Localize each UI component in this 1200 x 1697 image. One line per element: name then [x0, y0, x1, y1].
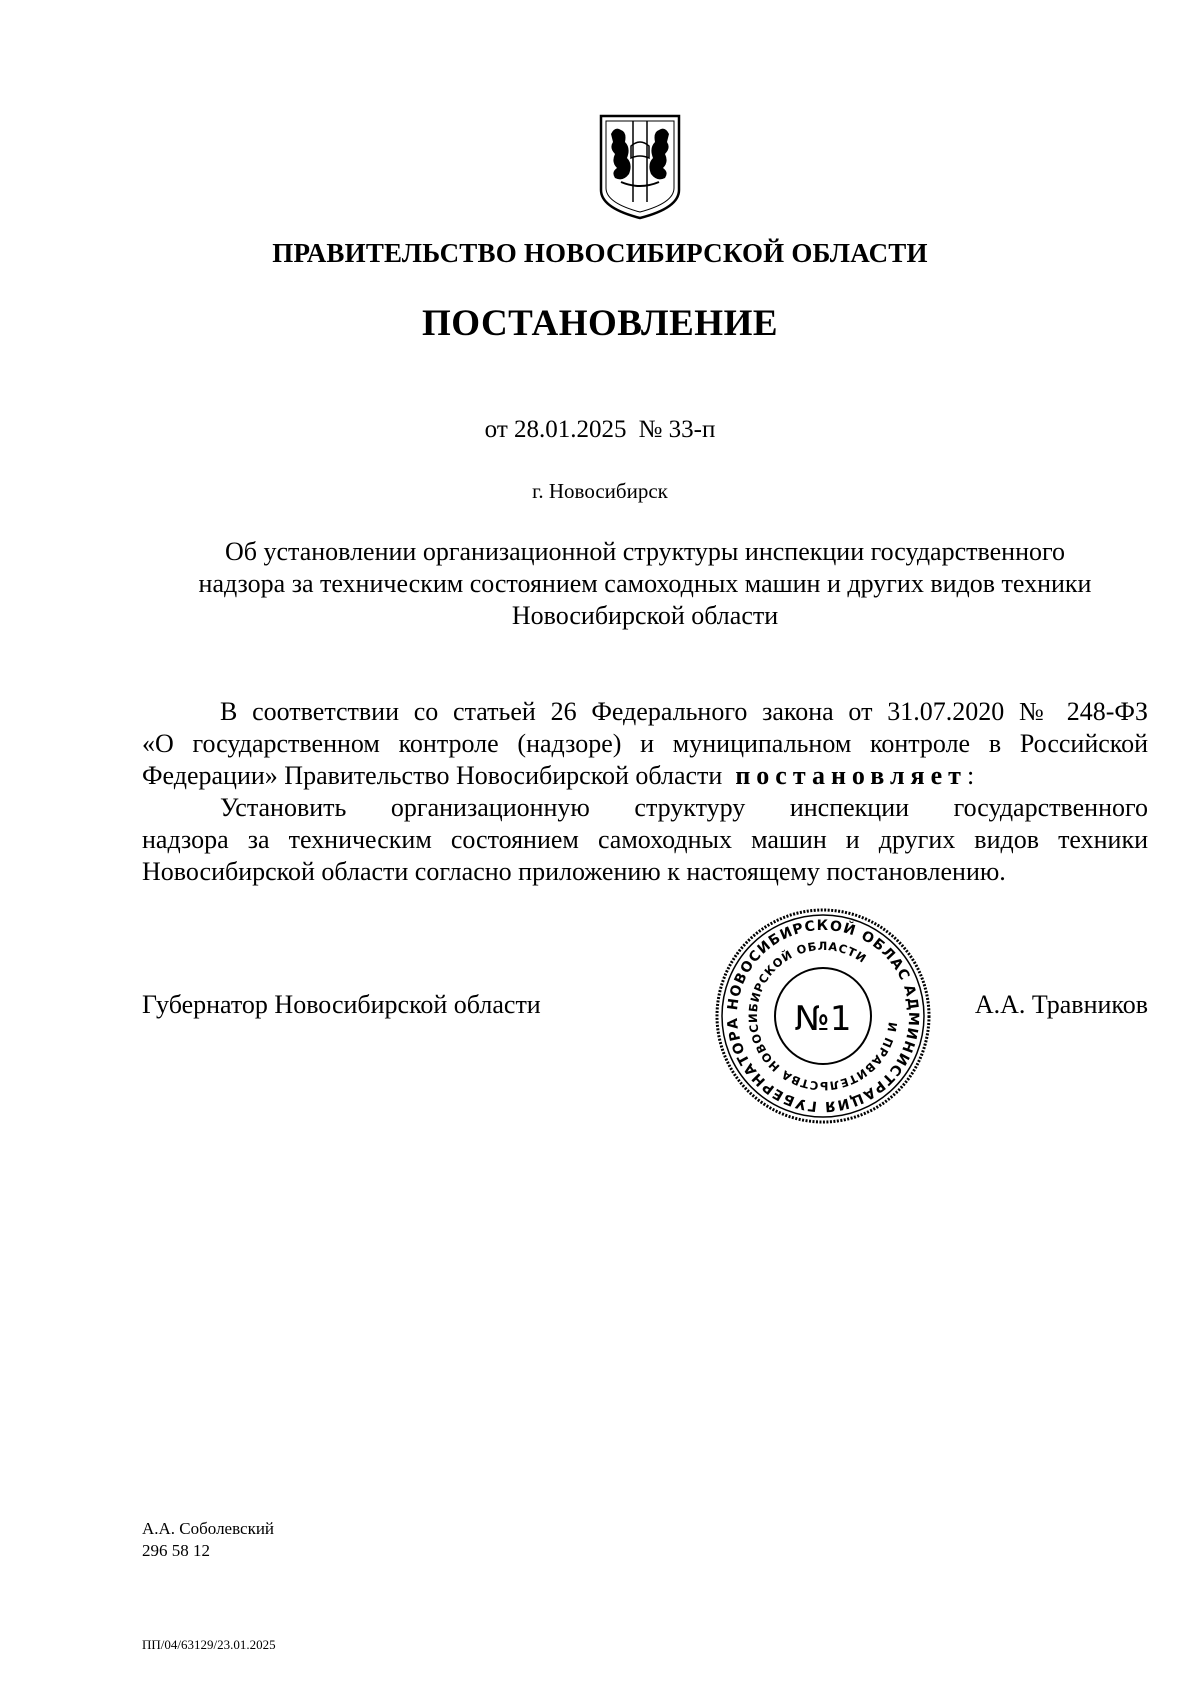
seal-center-number: №1	[794, 999, 852, 1039]
document-date: от 28.01.2025	[484, 416, 627, 443]
document-number: № 33-п	[638, 416, 716, 443]
coat-of-arms-emblem	[597, 112, 683, 220]
executor-block	[142, 1518, 274, 1562]
body-paragraph-1	[142, 696, 1148, 792]
body-line	[142, 760, 1148, 792]
signatory-position: Губернатор Новосибирской области	[142, 990, 541, 1019]
seal-inner-text: И ПРАВИТЕЛЬСТВА НОВОСИБИРСКОЙ ОБЛАСТИ	[745, 938, 900, 1094]
body-line-text: Федерации» Правительство Новосибирской области	[142, 761, 723, 790]
body-line: Установить организационную структуру инспекции государственного	[220, 793, 1148, 822]
signatory-name: А.А. Травников	[974, 990, 1148, 1019]
body-line: «О государственном контроле (надзоре) и муниципальном контроле в Российской	[142, 729, 1148, 758]
document-body	[142, 696, 1148, 888]
executor-name: А.А. Соболевский	[142, 1519, 275, 1538]
body-paragraph-2	[142, 792, 1148, 888]
document-subject	[142, 536, 1148, 632]
organization-title: ПРАВИТЕЛЬСТВО НОВОСИБИРСКОЙ ОБЛАСТИ	[272, 238, 928, 268]
subject-line: Новосибирской области	[511, 601, 779, 630]
subject-line: Об установлении организационной структуры инспекции государственного	[224, 537, 1066, 566]
body-line: надзора за техническим состоянием самоходных машин и других видов техники	[142, 825, 1148, 854]
decree-colon: :	[966, 761, 975, 790]
official-seal-stamp	[713, 906, 933, 1126]
body-line: Новосибирской области согласно приложению к настоящему постановлению.	[142, 857, 1006, 886]
decree-word: постановляет	[735, 761, 967, 790]
executor-phone: 296 58 12	[142, 1541, 210, 1560]
subject-line: надзора за техническим состоянием самоходных машин и других видов техники	[198, 569, 1092, 598]
registration-number: ПП/04/63129/23.01.2025	[142, 1637, 276, 1652]
seal-outer-text: АДМИНИСТРАЦИЯ ГУБЕРНАТОРА НОВОСИБИРСКОЙ ОБЛАСТИ	[724, 917, 922, 1115]
document-date-number	[0, 416, 1200, 444]
document-type-heading: ПОСТАНОВЛЕНИЕ	[421, 303, 779, 344]
document-city: г. Новосибирск	[532, 479, 668, 503]
body-line: В соответствии со статьей 26 Федерального закона от 31.07.2020 № 248-ФЗ	[220, 697, 1148, 726]
